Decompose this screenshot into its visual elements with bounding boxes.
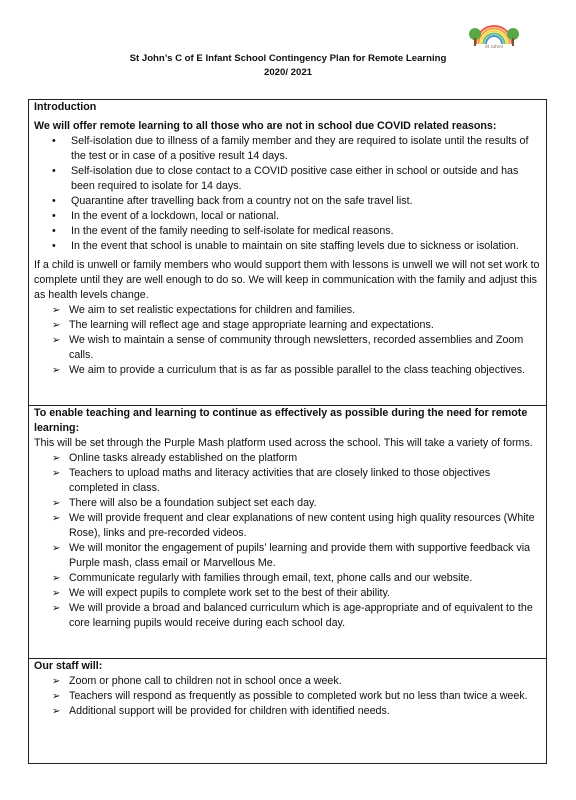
list-item: ➢ There will also be a foundation subject set each day. — [34, 496, 542, 511]
teaching-section — [28, 405, 547, 659]
introduction-lead: We will offer remote learning to all those who are not in school due COVID related reasons: — [34, 120, 497, 132]
introduction-section — [28, 99, 547, 406]
teaching-list — [34, 451, 542, 631]
list-item: ➢ Online tasks already established on the platform — [34, 451, 542, 466]
list-item: • Quarantine after travelling back from a country not on the safe travel list. — [34, 194, 542, 209]
unwell-paragraph: If a child is unwell or family members who would support them with lessons is unwell we will not set work to complete until they are well enough to do so. We will keep in communication with the family and adjust this as health levels change. — [34, 259, 540, 301]
list-item: ➢ Communicate regularly with families through email, text, phone calls and our website. — [34, 571, 542, 586]
list-item: • Self-isolation due to illness of a family member and they are required to isolate until the results of the test or in case of a positive result 14 days. — [34, 134, 542, 164]
purple-mash-paragraph: This will be set through the Purple Mash platform used across the school. This will take a variety of forms. — [34, 437, 533, 449]
list-item: ➢ We aim to provide a curriculum that is as far as possible parallel to the class teaching objectives. — [34, 363, 542, 378]
list-item: ➢ We wish to maintain a sense of community through newsletters, recorded assemblies and Zoom calls. — [34, 333, 542, 363]
list-item: • In the event of a lockdown, local or national. — [34, 209, 542, 224]
staff-list — [34, 674, 542, 719]
logo-text: St John's — [484, 44, 504, 49]
list-item: ➢ Zoom or phone call to children not in school once a week. — [34, 674, 542, 689]
list-item: ➢ Teachers will respond as frequently as possible to completed work but no less than twice a week. — [34, 689, 542, 704]
staff-section — [28, 658, 547, 764]
list-item: • Self-isolation due to close contact to a COVID positive case either in school or outside and has been required to isolate for 14 days. — [34, 164, 542, 194]
list-item: ➢ We will monitor the engagement of pupils’ learning and provide them with supportive feedback via Purple mash, class email or Marvellous Me. — [34, 541, 542, 571]
list-item: • In the event of the family needing to self-isolate for medical reasons. — [34, 224, 542, 239]
introduction-heading: Introduction — [34, 101, 97, 113]
list-item: ➢ Teachers to upload maths and literacy activities that are closely linked to those objectives completed in class. — [34, 466, 542, 496]
teaching-heading: To enable teaching and learning to continue as effectively as possible during the need for remote learning: — [34, 407, 528, 434]
document-year: 2020/ 2021 — [263, 67, 312, 78]
list-item: ➢ We aim to set realistic expectations for children and families. — [34, 303, 542, 318]
list-item: ➢ We will expect pupils to complete work set to the best of their ability. — [34, 586, 542, 601]
document-title: St John’s C of E Infant School Contingency Plan for Remote Learning — [129, 53, 447, 64]
list-item: ➢ We will provide frequent and clear explanations of new content using high quality resources (White Rose), links and pre-recorded videos. — [34, 511, 542, 541]
list-item: • In the event that school is unable to maintain on site staffing levels due to sickness or isolation. — [34, 239, 542, 254]
aims-list — [34, 303, 542, 378]
staff-heading: Our staff will: — [34, 660, 103, 672]
list-item: ➢ Additional support will be provided for children with identified needs. — [34, 704, 542, 719]
list-item: ➢ We will provide a broad and balanced curriculum which is age-appropriate and of equivalent to the core learning pupils would receive during each school day. — [34, 601, 542, 631]
list-item: ➢ The learning will reflect age and stage appropriate learning and expectations. — [34, 318, 542, 333]
reasons-list — [34, 134, 542, 254]
